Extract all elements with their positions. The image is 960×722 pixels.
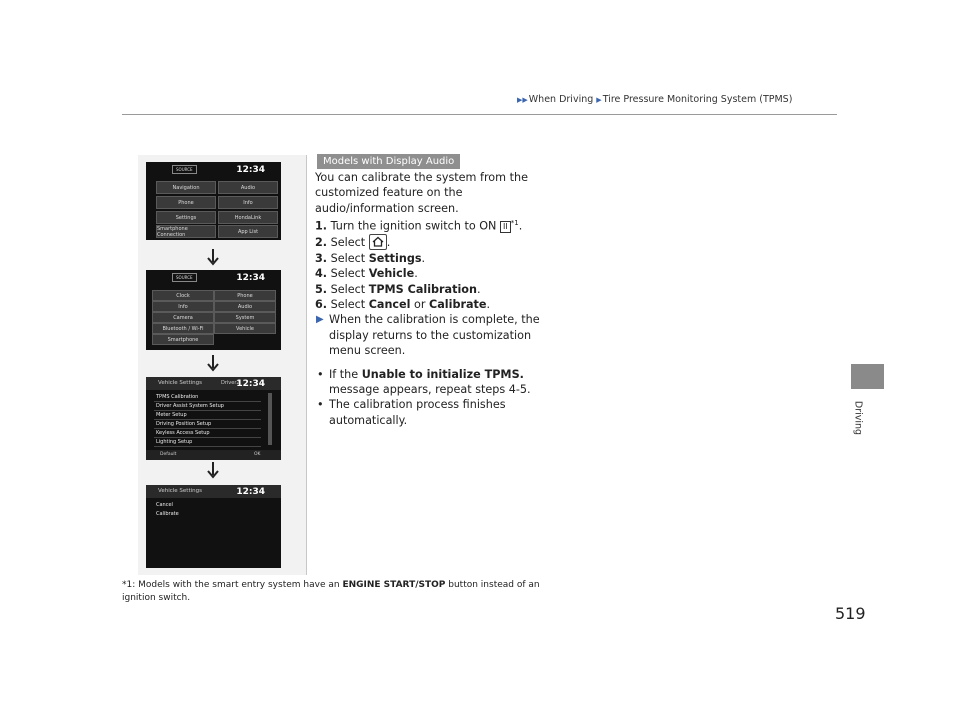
menu-item: Keyless Access Setup: [154, 429, 261, 438]
result-arrow-icon: ▶: [316, 314, 324, 326]
step-5: 5. Select TPMS Calibration.: [315, 282, 481, 296]
screen-clock: 12:34: [236, 165, 265, 175]
settings-screen: [146, 270, 281, 350]
tile-camera: Camera: [152, 312, 214, 323]
tile-clock: Clock: [152, 290, 214, 301]
calibration-screen: [146, 485, 281, 568]
ignition-position-icon: II: [500, 221, 511, 233]
screen-title: Vehicle Settings: [158, 380, 202, 386]
tile-smartphone-connection: Smartphone Connection: [156, 225, 216, 238]
section-tab: [851, 364, 884, 389]
screen-clock: 12:34: [236, 273, 265, 283]
menu-item: TPMS Calibration: [154, 393, 261, 402]
step-1: 1. Turn the ignition switch to ON II $^{*1}$.: [315, 219, 523, 233]
breadcrumb-section: When Driving: [528, 94, 594, 105]
menu-item: Meter Setup: [154, 411, 261, 420]
step-2: 2. Select .: [315, 236, 391, 250]
menu-item: Driver Assist System Setup: [154, 402, 261, 411]
tile-phone: Phone: [156, 196, 216, 209]
tile-info: Info: [152, 301, 214, 312]
menu-item-cancel: Cancel: [156, 502, 173, 508]
step-3: 3. Select Settings.: [315, 251, 426, 265]
step-6-result: ▶ When the calibration is complete, the display returns to the customization menu screen.: [316, 313, 540, 358]
page-number: 519: [835, 604, 866, 623]
home-screen: [146, 162, 281, 240]
section-label: Driving: [852, 400, 864, 436]
breadcrumb: [517, 94, 792, 105]
tile-bluetooth-wifi: Bluetooth / Wi-Fi: [152, 323, 214, 334]
intro-text: You can calibrate the system from the customized feature on the audio/information screen.: [315, 171, 528, 215]
breadcrumb-arrow-icon: ▶: [596, 96, 602, 104]
source-button: SOURCE: [172, 273, 197, 282]
tile-system: System: [214, 312, 276, 323]
menu-item-calibrate: Calibrate: [156, 511, 179, 517]
default-button: Default: [160, 452, 177, 457]
tile-app-list: App List: [218, 225, 278, 238]
screen-clock: 12:34: [236, 487, 265, 497]
step-6: 6. Select Cancel or Calibrate.: [315, 297, 491, 311]
tile-info: Info: [218, 196, 278, 209]
footnote: *1: Models with the smart entry system have an ENGINE START/STOP button instead of an ignition switch.: [122, 580, 540, 603]
screen-title: Vehicle Settings: [158, 488, 202, 494]
vehicle-settings-screen: [146, 377, 281, 460]
tile-smartphone: Smartphone: [152, 334, 214, 345]
tile-audio: Audio: [218, 181, 278, 194]
header-rule: [122, 114, 837, 115]
tile-settings: Settings: [156, 211, 216, 224]
tile-navigation: Navigation: [156, 181, 216, 194]
step-4: 4. Select Vehicle.: [315, 267, 418, 281]
driver-label: Driver2: [221, 380, 240, 386]
menu-item: Driving Position Setup: [154, 420, 261, 429]
breadcrumb-topic: Tire Pressure Monitoring System (TPMS): [602, 94, 793, 105]
ok-button: OK: [254, 452, 261, 457]
bullet-1: • If the Unable to initialize TPMS. message appears, repeat steps 4-5.: [315, 367, 555, 398]
tile-hondalink: HondaLink: [218, 211, 278, 224]
tile-vehicle: Vehicle: [214, 323, 276, 334]
source-button: SOURCE: [172, 165, 197, 174]
home-icon: [369, 234, 387, 250]
down-arrow-icon: [206, 461, 220, 479]
down-arrow-icon: [206, 354, 220, 372]
tile-phone: Phone: [214, 290, 276, 301]
instructions: [315, 170, 555, 428]
menu-item: Lighting Setup: [154, 438, 261, 447]
model-tag: Models with Display Audio: [317, 154, 460, 169]
down-arrow-icon: [206, 248, 220, 266]
scrollbar: [268, 393, 272, 445]
spacer: [315, 359, 555, 367]
screen-clock: 12:34: [236, 379, 265, 389]
bullet-2: • The calibration process finishes automatically.: [315, 397, 555, 428]
breadcrumb-arrow-icon: ▶▶: [517, 96, 528, 104]
tile-audio: Audio: [214, 301, 276, 312]
